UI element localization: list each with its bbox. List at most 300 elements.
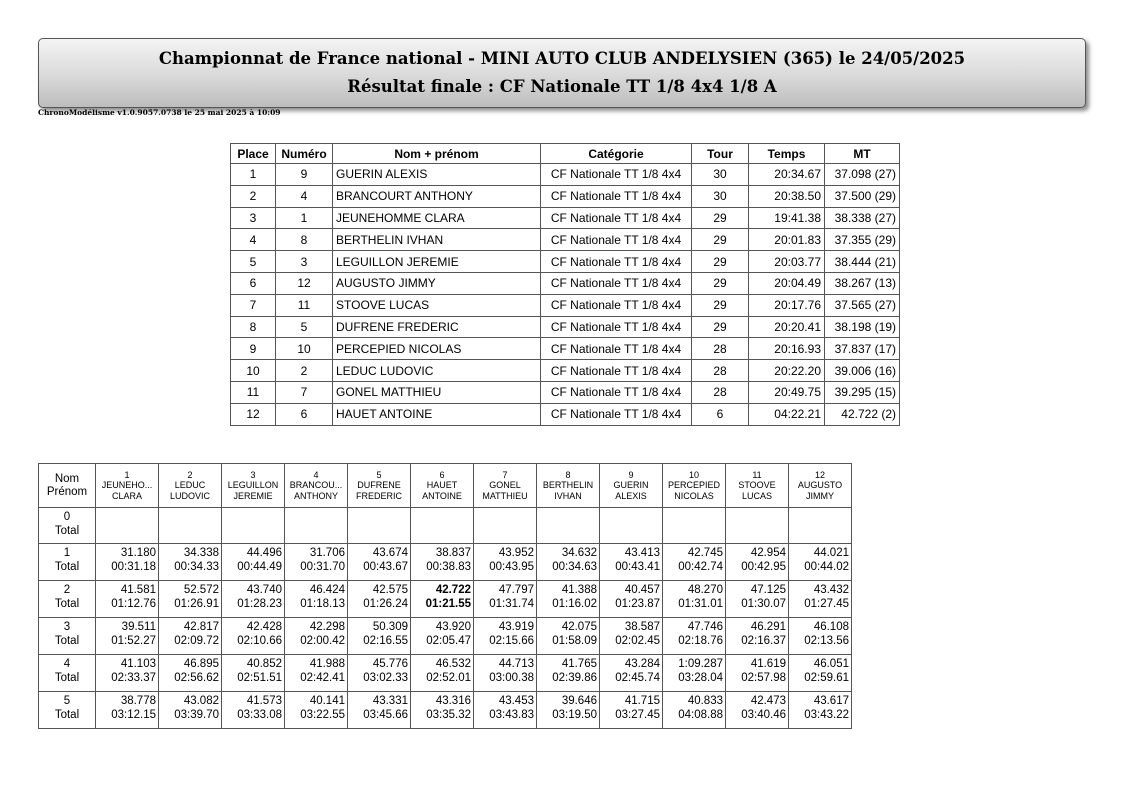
- lap-time-cell: [537, 508, 600, 544]
- lap-time-cell: [789, 618, 852, 655]
- results-cell: 38.338 (27): [825, 207, 900, 229]
- report-subtitle: Résultat finale : CF Nationale TT 1/8 4x4 1/8 A: [347, 77, 777, 96]
- cumulative-time: 01:12.76: [111, 598, 156, 610]
- lap-time-cell: [285, 581, 348, 618]
- lap-time: 43.284: [624, 658, 660, 670]
- cumulative-time: 00:34.33: [174, 561, 219, 573]
- lap-time-cell: [726, 581, 789, 618]
- cumulative-time: 03:43.83: [489, 709, 534, 721]
- lap-time: 34.338: [183, 547, 219, 559]
- lap-time-cell: [537, 581, 600, 618]
- lap-time-cell: [600, 508, 663, 544]
- lap-time: 44.496: [246, 547, 282, 559]
- lap-time-cell: [726, 692, 789, 729]
- results-row: [231, 294, 900, 316]
- results-cell: 37.837 (17): [825, 338, 900, 360]
- driver-column-header: [96, 464, 159, 508]
- driver-column-header: [474, 464, 537, 508]
- lap-time: 52.572: [183, 584, 219, 596]
- results-row: [231, 316, 900, 338]
- driver-number: 5: [376, 469, 382, 480]
- cumulative-time: 02:16.37: [741, 635, 786, 647]
- cumulative-time: 00:34.63: [552, 561, 597, 573]
- driver-first-name: LUCAS: [741, 490, 772, 501]
- lap-time-cell: [348, 618, 411, 655]
- lap-time-cell: [663, 544, 726, 581]
- lap-row: [39, 618, 852, 655]
- lap-time-cell: [663, 655, 726, 692]
- lap-time: 41.715: [624, 695, 660, 707]
- results-cell: 20:01.83: [749, 229, 825, 251]
- lap-time-cell: [663, 508, 726, 544]
- results-cell: 39.295 (15): [825, 381, 900, 403]
- lap-time-cell: [348, 508, 411, 544]
- results-cell: 4: [231, 229, 276, 251]
- lap-time-cell: [222, 508, 285, 544]
- results-cell: 38.444 (21): [825, 251, 900, 273]
- cumulative-time: 01:30.07: [741, 598, 786, 610]
- lap-time: 38.778: [120, 695, 156, 707]
- lap-time: 42.817: [183, 621, 219, 633]
- driver-first-name: ALEXIS: [615, 490, 647, 501]
- lap-time: 39.511: [121, 621, 156, 633]
- driver-last-name: STOOVE: [738, 480, 776, 491]
- driver-number: 2: [187, 469, 193, 480]
- lap-table-corner-header: [39, 464, 96, 508]
- cumulative-time: 01:23.87: [615, 598, 660, 610]
- lap-time-cell: [348, 581, 411, 618]
- lap-label: [39, 581, 96, 618]
- results-cell: 38.198 (19): [825, 316, 900, 338]
- cumulative-time: 01:26.24: [363, 598, 408, 610]
- lap-time-cell: [159, 581, 222, 618]
- cumulative-time: 02:02.45: [615, 635, 660, 647]
- cumulative-time: 02:15.66: [489, 635, 534, 647]
- lap-time: 46.108: [813, 621, 849, 633]
- lap-time-cell: [222, 581, 285, 618]
- cumulative-time: 03:33.08: [237, 709, 282, 721]
- lap-time: 43.432: [813, 584, 849, 596]
- cumulative-time: 03:22.55: [300, 709, 345, 721]
- results-cell: 5: [231, 251, 276, 273]
- results-row: [231, 381, 900, 403]
- lap-time-cell: [663, 618, 726, 655]
- lap-time: 38.587: [624, 621, 660, 633]
- lap-time-cell: [411, 544, 474, 581]
- lap-time-cell: [726, 544, 789, 581]
- lap-time: 50.309: [372, 621, 408, 633]
- cumulative-time: 01:52.27: [111, 635, 156, 647]
- results-cell: 11: [276, 294, 333, 316]
- lap-time-cell: [537, 692, 600, 729]
- results-cell: 20:34.67: [749, 164, 825, 186]
- lap-time-cell: [600, 655, 663, 692]
- lap-time: 42.722: [435, 584, 471, 596]
- lap-time-cell: [474, 508, 537, 544]
- cumulative-time: 01:31.01: [678, 598, 723, 610]
- results-column-header: Tour: [692, 144, 749, 164]
- lap-time: 42.954: [750, 547, 786, 559]
- results-cell: 1: [276, 207, 333, 229]
- lap-time-cell: [159, 618, 222, 655]
- lap-label: [39, 692, 96, 729]
- lap-time: 39.646: [561, 695, 597, 707]
- results-cell: LEDUC LUDOVIC: [333, 360, 541, 382]
- lap-time-cell: [789, 544, 852, 581]
- results-cell: HAUET ANTOINE: [333, 403, 541, 425]
- lap-time-cell: [789, 692, 852, 729]
- results-cell: 2: [231, 185, 276, 207]
- lap-time: 40.852: [246, 658, 282, 670]
- results-cell: 19:41.38: [749, 207, 825, 229]
- results-cell: 8: [276, 229, 333, 251]
- driver-column-header: [726, 464, 789, 508]
- results-row: [231, 338, 900, 360]
- results-cell: 20:16.93: [749, 338, 825, 360]
- cumulative-time: 02:00.42: [300, 635, 345, 647]
- driver-last-name: DUFRENE: [357, 480, 401, 491]
- results-cell: 29: [692, 229, 749, 251]
- lap-total-label: Total: [54, 525, 80, 537]
- driver-column-header: [285, 464, 348, 508]
- results-cell: 20:03.77: [749, 251, 825, 273]
- results-cell: 7: [276, 381, 333, 403]
- lap-time: 43.331: [372, 695, 408, 707]
- lap-time-cell: [222, 544, 285, 581]
- results-column-header: Numéro: [276, 144, 333, 164]
- results-cell: 29: [692, 316, 749, 338]
- driver-first-name: LUDOVIC: [169, 490, 210, 501]
- lap-time-cell: [159, 544, 222, 581]
- report-header-banner: [38, 38, 1086, 108]
- lap-time-cell: [600, 544, 663, 581]
- lap-time: 41.573: [246, 695, 282, 707]
- driver-column-header: [222, 464, 285, 508]
- cumulative-time: 00:43.95: [489, 561, 534, 573]
- cumulative-time: 01:18.13: [300, 598, 345, 610]
- driver-number: 4: [313, 469, 319, 480]
- results-cell: 38.267 (13): [825, 272, 900, 294]
- results-cell: 9: [231, 338, 276, 360]
- results-cell: 37.500 (29): [825, 185, 900, 207]
- cumulative-time: 00:31.70: [300, 561, 345, 573]
- lap-time: 42.745: [687, 547, 723, 559]
- lap-time-cell: [348, 692, 411, 729]
- lap-time: 42.428: [246, 621, 282, 633]
- lap-time-cell: [96, 655, 159, 692]
- results-cell: DUFRENE FREDERIC: [333, 316, 541, 338]
- driver-number: 7: [502, 469, 508, 480]
- cumulative-time: 00:42.95: [741, 561, 786, 573]
- cumulative-time: 02:42.41: [300, 672, 345, 684]
- lap-time: 42.075: [561, 621, 597, 633]
- lap-time-cell: [537, 618, 600, 655]
- cumulative-time: 01:58.09: [552, 635, 597, 647]
- driver-last-name: GUERIN: [613, 480, 649, 491]
- lap-number: 5: [63, 695, 71, 707]
- results-header-row: [231, 144, 900, 164]
- lap-row: [39, 692, 852, 729]
- driver-number: 1: [124, 469, 130, 480]
- results-cell: CF Nationale TT 1/8 4x4: [541, 207, 692, 229]
- driver-first-name: MATTHIEU: [482, 490, 528, 501]
- cumulative-time: 00:31.18: [111, 561, 156, 573]
- cumulative-time: 03:45.66: [363, 709, 408, 721]
- driver-first-name: CLARA: [111, 490, 142, 501]
- results-cell: 5: [276, 316, 333, 338]
- results-cell: 2: [276, 360, 333, 382]
- lap-row: [39, 544, 852, 581]
- results-cell: 37.098 (27): [825, 164, 900, 186]
- results-cell: BERTHELIN IVHAN: [333, 229, 541, 251]
- corner-label-nom: Nom: [54, 472, 80, 485]
- driver-column-header: [411, 464, 474, 508]
- lap-time: 41.388: [561, 584, 597, 596]
- results-cell: GONEL MATTHIEU: [333, 381, 541, 403]
- lap-time-cell: [474, 692, 537, 729]
- results-cell: CF Nationale TT 1/8 4x4: [541, 272, 692, 294]
- results-cell: CF Nationale TT 1/8 4x4: [541, 381, 692, 403]
- cumulative-time: 02:33.37: [111, 672, 156, 684]
- lap-time: 42.473: [750, 695, 786, 707]
- lap-number: 2: [63, 584, 71, 596]
- cumulative-time: 01:16.02: [552, 598, 597, 610]
- results-cell: CF Nationale TT 1/8 4x4: [541, 185, 692, 207]
- results-cell: CF Nationale TT 1/8 4x4: [541, 229, 692, 251]
- results-cell: CF Nationale TT 1/8 4x4: [541, 294, 692, 316]
- lap-time: 43.082: [183, 695, 219, 707]
- cumulative-time: 03:19.50: [552, 709, 597, 721]
- lap-time: 43.316: [435, 695, 471, 707]
- cumulative-time: 02:59.61: [804, 672, 849, 684]
- lap-time: 45.776: [372, 658, 408, 670]
- results-cell: 29: [692, 272, 749, 294]
- lap-row: [39, 581, 852, 618]
- results-cell: 20:04.49: [749, 272, 825, 294]
- results-cell: 3: [276, 251, 333, 273]
- cumulative-time: 02:18.76: [678, 635, 723, 647]
- driver-last-name: PERCEPIED: [667, 480, 720, 491]
- driver-first-name: NICOLAS: [674, 490, 714, 501]
- lap-time-cell: [726, 655, 789, 692]
- lap-time: 46.532: [435, 658, 471, 670]
- lap-time-cell: [285, 544, 348, 581]
- lap-time-cell: [600, 618, 663, 655]
- results-cell: 6: [276, 403, 333, 425]
- cumulative-time: 00:38.83: [426, 561, 471, 573]
- lap-number: 1: [63, 547, 71, 559]
- lap-time-cell: [789, 581, 852, 618]
- lap-time: 40.141: [309, 695, 345, 707]
- lap-time: 40.833: [687, 695, 723, 707]
- cumulative-time: 00:43.67: [363, 561, 408, 573]
- driver-last-name: BRANCOU...: [289, 480, 343, 491]
- results-cell: JEUNEHOMME CLARA: [333, 207, 541, 229]
- lap-label: [39, 508, 96, 544]
- lap-time: 34.632: [561, 547, 597, 559]
- results-cell: BRANCOURT ANTHONY: [333, 185, 541, 207]
- lap-time-cell: [348, 655, 411, 692]
- lap-times-header-row: [39, 464, 852, 508]
- results-row: [231, 272, 900, 294]
- results-cell: CF Nationale TT 1/8 4x4: [541, 403, 692, 425]
- lap-total-label: Total: [54, 561, 80, 573]
- results-cell: LEGUILLON JEREMIE: [333, 251, 541, 273]
- lap-time: 41.103: [120, 658, 156, 670]
- results-cell: 37.355 (29): [825, 229, 900, 251]
- driver-last-name: BERTHELIN: [542, 480, 594, 491]
- lap-time: 31.180: [120, 547, 156, 559]
- lap-time: 47.797: [498, 584, 534, 596]
- results-body: [231, 164, 900, 426]
- lap-time: 41.765: [561, 658, 597, 670]
- cumulative-time: 01:21.55: [425, 598, 471, 610]
- driver-number: 10: [688, 469, 699, 480]
- lap-time: 38.837: [435, 547, 471, 559]
- cumulative-time: 02:45.74: [615, 672, 660, 684]
- lap-time-cell: [474, 544, 537, 581]
- lap-time: 43.674: [372, 547, 408, 559]
- results-cell: 20:38.50: [749, 185, 825, 207]
- results-cell: 39.006 (16): [825, 360, 900, 382]
- lap-time-cell: [537, 655, 600, 692]
- lap-time-cell: [222, 618, 285, 655]
- lap-time-cell: [285, 692, 348, 729]
- results-cell: 4: [276, 185, 333, 207]
- lap-time: 44.713: [498, 658, 534, 670]
- lap-time: 41.988: [309, 658, 345, 670]
- cumulative-time: 02:09.72: [174, 635, 219, 647]
- lap-time: 42.575: [372, 584, 408, 596]
- driver-first-name: JEREMIE: [233, 490, 273, 501]
- cumulative-time: 02:10.66: [237, 635, 282, 647]
- lap-time: 46.424: [309, 584, 345, 596]
- cumulative-time: 01:28.23: [237, 598, 282, 610]
- cumulative-time: 03:12.15: [111, 709, 156, 721]
- lap-time-cell: [222, 655, 285, 692]
- lap-times-body: [39, 508, 852, 729]
- driver-number: 11: [752, 469, 762, 480]
- lap-time: 46.051: [813, 658, 849, 670]
- lap-time-cell: [726, 508, 789, 544]
- results-row: [231, 164, 900, 186]
- results-row: [231, 251, 900, 273]
- lap-time: 46.895: [183, 658, 219, 670]
- results-cell: CF Nationale TT 1/8 4x4: [541, 360, 692, 382]
- results-cell: 20:20.41: [749, 316, 825, 338]
- lap-time: 43.617: [813, 695, 849, 707]
- driver-first-name: ANTHONY: [293, 490, 338, 501]
- results-cell: GUERIN ALEXIS: [333, 164, 541, 186]
- cumulative-time: 03:27.45: [615, 709, 660, 721]
- lap-label: [39, 544, 96, 581]
- results-cell: 42.722 (2): [825, 403, 900, 425]
- results-cell: 20:17.76: [749, 294, 825, 316]
- driver-last-name: HAUET: [426, 480, 458, 491]
- lap-time: 43.740: [246, 584, 282, 596]
- results-cell: 12: [276, 272, 333, 294]
- driver-first-name: IVHAN: [554, 490, 582, 501]
- cumulative-time: 03:28.04: [678, 672, 723, 684]
- driver-column-header: [789, 464, 852, 508]
- driver-column-header: [600, 464, 663, 508]
- lap-time: 43.920: [435, 621, 471, 633]
- lap-time: 41.619: [750, 658, 786, 670]
- results-cell: 37.565 (27): [825, 294, 900, 316]
- results-cell: CF Nationale TT 1/8 4x4: [541, 251, 692, 273]
- driver-number: 6: [439, 469, 445, 480]
- driver-number: 9: [628, 469, 634, 480]
- lap-time: 43.413: [624, 547, 660, 559]
- results-column-header: Nom + prénom: [333, 144, 541, 164]
- lap-time: 47.746: [687, 621, 723, 633]
- cumulative-time: 02:51.51: [237, 672, 282, 684]
- cumulative-time: 00:44.02: [804, 561, 849, 573]
- corner-label-prenom: Prénom: [46, 485, 88, 498]
- driver-number: 8: [565, 469, 571, 480]
- results-cell: 7: [231, 294, 276, 316]
- lap-time: 43.952: [498, 547, 534, 559]
- driver-last-name: LEDUC: [174, 480, 206, 491]
- results-cell: 29: [692, 207, 749, 229]
- results-cell: AUGUSTO JIMMY: [333, 272, 541, 294]
- results-column-header: Catégorie: [541, 144, 692, 164]
- cumulative-time: 02:13.56: [804, 635, 849, 647]
- lap-time-cell: [96, 508, 159, 544]
- cumulative-time: 01:27.45: [804, 598, 849, 610]
- driver-number: 12: [814, 469, 825, 480]
- lap-time-cell: [411, 655, 474, 692]
- lap-time: 31.706: [309, 547, 345, 559]
- lap-time: 43.453: [498, 695, 534, 707]
- lap-time: 44.021: [813, 547, 849, 559]
- lap-time-cell: [159, 655, 222, 692]
- results-cell: CF Nationale TT 1/8 4x4: [541, 316, 692, 338]
- results-cell: 20:22.20: [749, 360, 825, 382]
- lap-number: 0: [63, 511, 71, 523]
- lap-total-label: Total: [54, 709, 80, 721]
- lap-row: [39, 508, 852, 544]
- results-column-header: MT: [825, 144, 900, 164]
- results-row: [231, 403, 900, 425]
- cumulative-time: 02:05.47: [426, 635, 471, 647]
- cumulative-time: 03:02.33: [363, 672, 408, 684]
- lap-time-cell: [348, 544, 411, 581]
- lap-number: 4: [63, 658, 71, 670]
- results-cell: 10: [276, 338, 333, 360]
- driver-column-header: [663, 464, 726, 508]
- lap-times-table: [38, 463, 852, 729]
- results-cell: 8: [231, 316, 276, 338]
- lap-time-cell: [789, 508, 852, 544]
- lap-time-cell: [411, 508, 474, 544]
- lap-total-label: Total: [54, 598, 80, 610]
- report-title: Championnat de France national - MINI AUTO CLUB ANDELYSIEN (365) le 24/05/2025: [158, 49, 966, 68]
- driver-column-header: [159, 464, 222, 508]
- cumulative-time: 00:42.74: [678, 561, 723, 573]
- lap-time-cell: [285, 618, 348, 655]
- lap-time: 40.457: [624, 584, 660, 596]
- cumulative-time: 02:39.86: [552, 672, 597, 684]
- lap-time-cell: [96, 618, 159, 655]
- lap-time: 47.125: [750, 584, 786, 596]
- results-cell: CF Nationale TT 1/8 4x4: [541, 164, 692, 186]
- lap-time-cell: [222, 692, 285, 729]
- results-cell: 20:49.75: [749, 381, 825, 403]
- results-cell: 6: [692, 403, 749, 425]
- results-cell: 04:22.21: [749, 403, 825, 425]
- cumulative-time: 02:52.01: [426, 672, 471, 684]
